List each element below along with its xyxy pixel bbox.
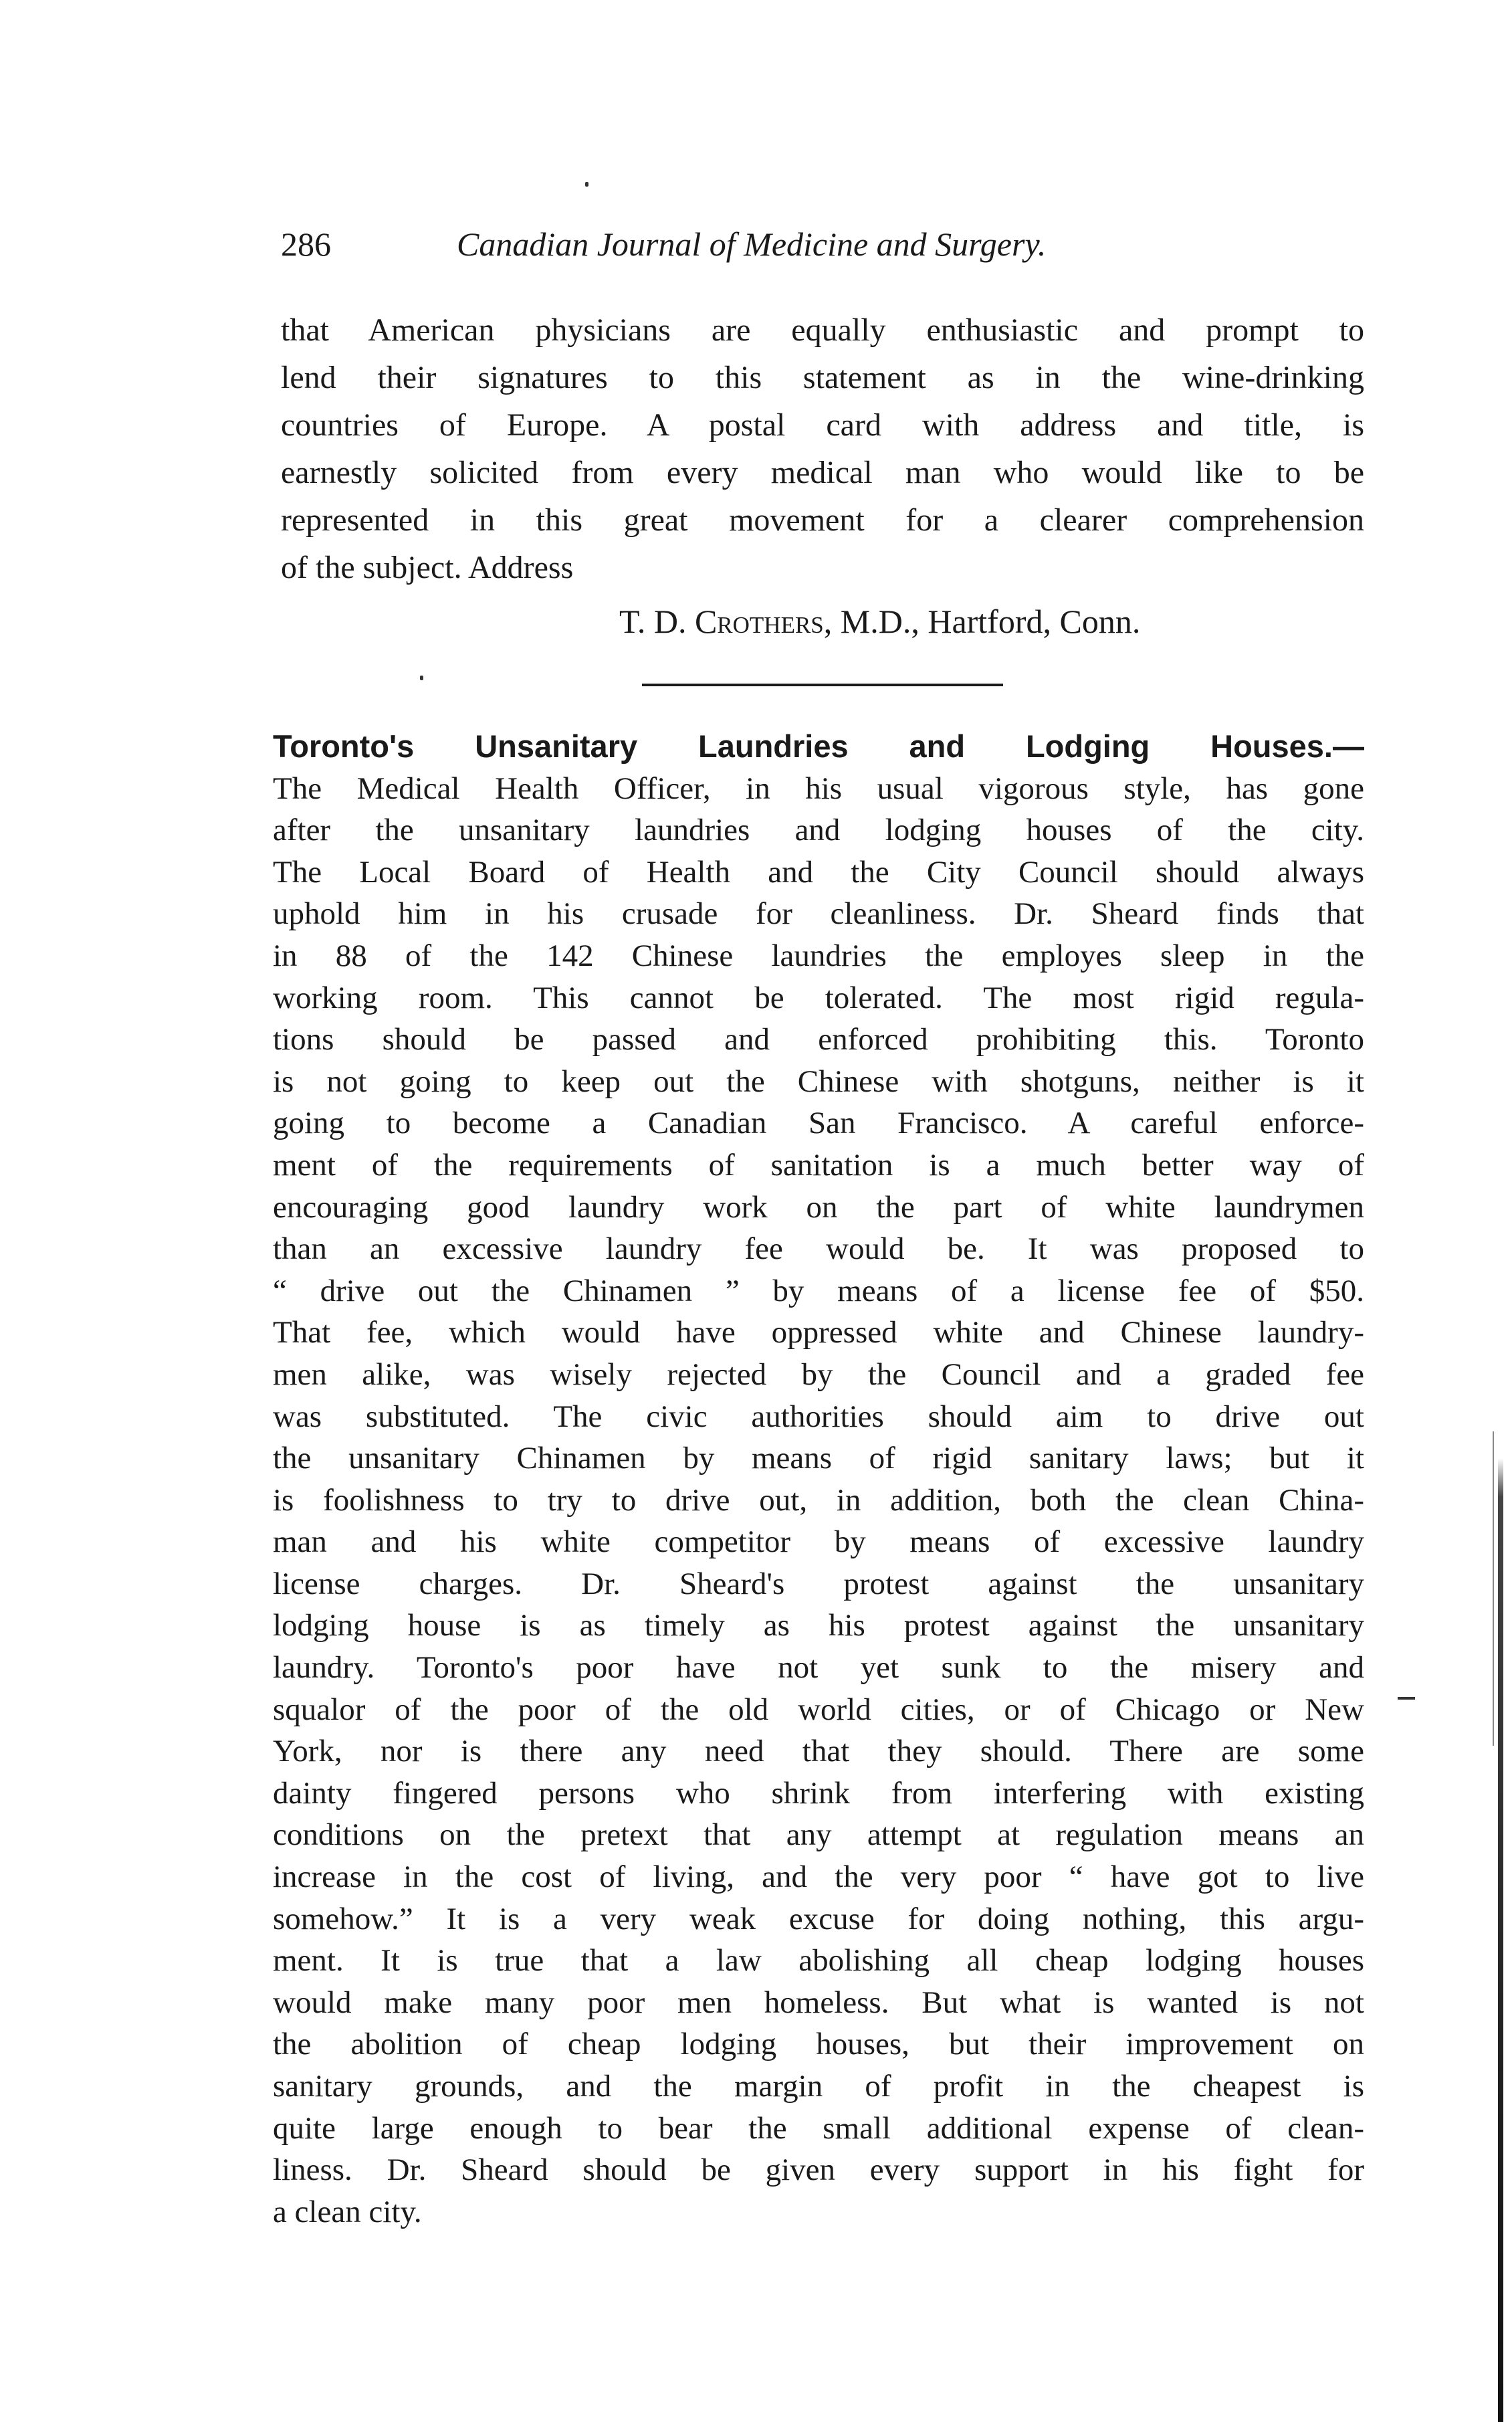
text-line: the abolition of cheap lodging houses, but their improvement on bbox=[273, 2027, 1364, 2062]
text-line: was substituted. The civic authorities should aim to drive out bbox=[273, 1399, 1364, 1434]
text-line: laundry. Toronto's poor have not yet sunk to the misery and bbox=[273, 1650, 1364, 1686]
ink-speck bbox=[585, 182, 588, 187]
page-number: 286 bbox=[281, 225, 331, 263]
article-title: Toronto's Unsanitary Laundries and Lodging Houses.— bbox=[273, 728, 1364, 764]
text-line: lodging house is as timely as his protest against the unsanitary bbox=[273, 1608, 1364, 1643]
signature-credentials: M.D., Hartford, Conn. bbox=[832, 603, 1141, 640]
text-line: is not going to keep out the Chinese with shotguns, neither is it bbox=[273, 1064, 1364, 1099]
section-divider bbox=[642, 684, 1003, 686]
text-line: squalor of the poor of the old world cities, or of Chicago or New bbox=[273, 1692, 1364, 1727]
text-line: sanitary grounds, and the margin of profit in the cheapest is bbox=[273, 2069, 1364, 2104]
text-line: after the unsanitary laundries and lodging houses of the city. bbox=[273, 813, 1364, 848]
text-line: lend their signatures to this statement as in the wine-drinking bbox=[281, 360, 1364, 395]
text-line: represented in this great movement for a clearer comprehension bbox=[281, 502, 1364, 538]
text-line: quite large enough to bear the small additional expense of clean- bbox=[273, 2110, 1364, 2146]
text-line: going to become a Canadian San Francisco. A careful enforce- bbox=[273, 1106, 1364, 1141]
binding-edge-shadow bbox=[1498, 1458, 1503, 2422]
text-line: tions should be passed and enforced prohibiting this. Toronto bbox=[273, 1022, 1364, 1057]
text-line: increase in the cost of living, and the very poor “ have got to live bbox=[273, 1859, 1364, 1895]
text-line: “ drive out the Chinamen ” by means of a license fee of $50. bbox=[273, 1273, 1364, 1308]
author-signature bbox=[619, 598, 1140, 645]
text-line: dainty fingered persons who shrink from interfering with existing bbox=[273, 1775, 1364, 1811]
binding-shadow-line bbox=[1493, 1431, 1494, 1746]
margin-dash-mark bbox=[1398, 1697, 1415, 1700]
text-line: ment of the requirements of sanitation is a much better way of bbox=[273, 1147, 1364, 1183]
text-line: York, nor is there any need that they should. There are some bbox=[273, 1734, 1364, 1769]
text-line: The Medical Health Officer, in his usual vigorous style, has gone bbox=[273, 771, 1364, 806]
text-line: working room. This cannot be tolerated. The most rigid regula- bbox=[273, 980, 1364, 1015]
previous-article-text bbox=[281, 306, 1364, 591]
text-line: The Local Board of Health and the City Council should always bbox=[273, 854, 1364, 890]
text-line: man and his white competitor by means of excessive laundry bbox=[273, 1524, 1364, 1560]
page-header bbox=[281, 221, 1217, 274]
text-line: that American physicians are equally enthusiastic and prompt to bbox=[281, 312, 1364, 348]
text-line: ment. It is true that a law abolishing all cheap lodging houses bbox=[273, 1943, 1364, 1979]
text-line: encouraging good laundry work on the part of white laundrymen bbox=[273, 1189, 1364, 1225]
text-line: is foolishness to try to drive out, in addition, both the clean China- bbox=[273, 1482, 1364, 1518]
text-line: somehow.” It is a very weak excuse for doing nothing, this argu- bbox=[273, 1901, 1364, 1936]
text-line: license charges. Dr. Sheard's protest against the unsanitary bbox=[273, 1566, 1364, 1601]
signature-name: T. D. Crothers, bbox=[619, 603, 833, 640]
text-line: conditions on the pretext that any attempt at regulation means an bbox=[273, 1817, 1364, 1853]
text-line: countries of Europe. A postal card with address and title, is bbox=[281, 407, 1364, 443]
text-line: than an excessive laundry fee would be. It was proposed to bbox=[273, 1231, 1364, 1267]
article-body bbox=[273, 726, 1364, 2233]
text-line: a clean city. bbox=[273, 2194, 422, 2229]
journal-title: Canadian Journal of Medicine and Surgery. bbox=[457, 225, 1047, 263]
text-line: liness. Dr. Sheard should be given every support in his fight for bbox=[273, 2152, 1364, 2188]
text-line: That fee, which would have oppressed white and Chinese laundry- bbox=[273, 1315, 1364, 1350]
text-line: the unsanitary Chinamen by means of rigid sanitary laws; but it bbox=[273, 1441, 1364, 1476]
text-line: of the subject. Address bbox=[281, 550, 574, 585]
text-line: men alike, was wisely rejected by the Council and a graded fee bbox=[273, 1356, 1364, 1392]
text-line: earnestly solicited from every medical man who would like to be bbox=[281, 455, 1364, 490]
text-line: would make many poor men homeless. But what is wanted is not bbox=[273, 1985, 1364, 2020]
text-line: in 88 of the 142 Chinese laundries the employes sleep in the bbox=[273, 938, 1364, 973]
text-line: uphold him in his crusade for cleanliness. Dr. Sheard finds that bbox=[273, 896, 1364, 932]
ink-speck bbox=[420, 676, 423, 680]
